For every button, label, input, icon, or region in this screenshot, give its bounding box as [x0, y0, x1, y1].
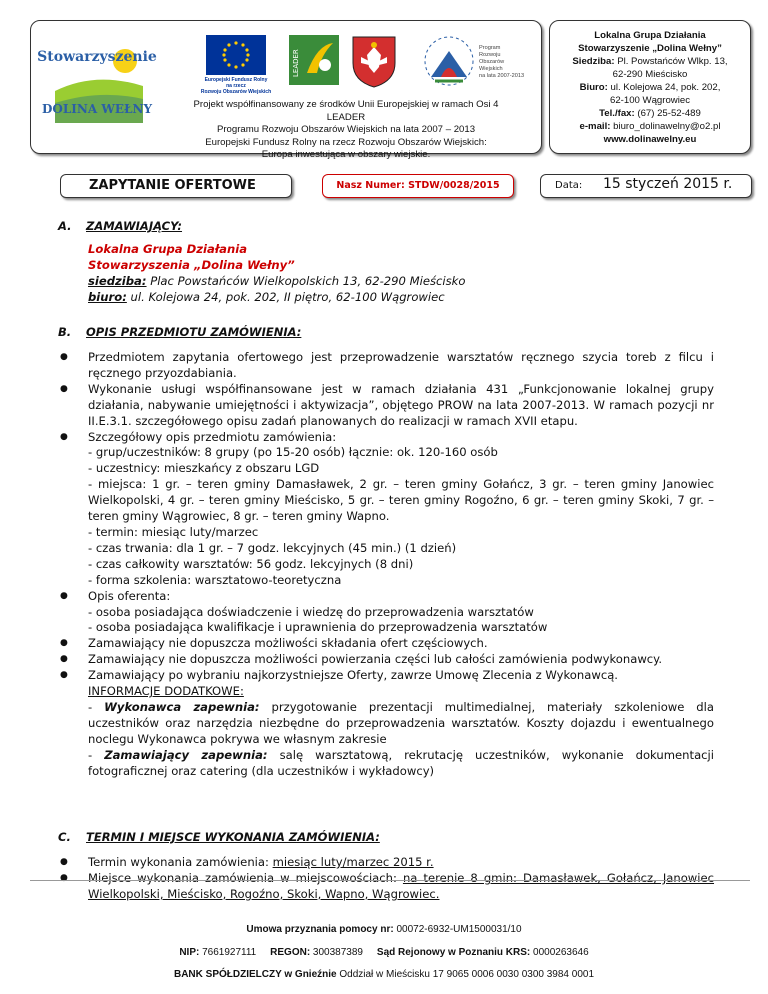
section-letter: C. [58, 830, 71, 844]
bank-value: Oddział w Mieścisku 17 9065 0006 0030 0300 3984 0001 [336, 969, 595, 980]
section-title: TERMIN I MIEJSCE WYKONANIA ZAMÓWIENIA: [86, 830, 380, 844]
coat-of-arms-icon [349, 33, 399, 89]
section-c-list [60, 855, 715, 903]
list-item-text: Przedmiotem zapytania ofertowego jest przeprowadzenie warsztatów ręcznego szycia toreb z filcu i ręcznego przyozdabiania. [88, 350, 714, 380]
list-item-text: Szczegółowy opis przedmiotu zamówienia: [88, 429, 337, 444]
nip-value: 7661927111 [199, 947, 257, 958]
section-letter: B. [58, 325, 72, 339]
list-item [60, 381, 714, 430]
bullet-icon: ● [60, 352, 68, 362]
prow-emblem-icon [421, 33, 477, 91]
orderer-provides-label: Zamawiający zapewnia: [104, 747, 268, 762]
seat-value: Plac Powstańców Wielkopolskich 13, 62-290 Mieścisko [146, 273, 466, 288]
bullet-icon: ● [60, 431, 68, 442]
date-box [540, 174, 752, 198]
list-item-text: Opis oferenta: [88, 588, 171, 603]
regon-label: REGON: [270, 947, 311, 958]
page-title: ZAPYTANIE OFERTOWE [89, 178, 256, 193]
list-item-text: Wykonanie usługi współfinansowane jest w ramach działania 431 „Funkcjonowanie lokalnej grupy działania, nabywanie umiejętności i aktywizacja”, objętego PROW na lata 2007-2013. W ramach pozycji nr II.E.3.1. szczegółowego opisu zadań planowanych do realizacji w ramach XVII etapu. [88, 381, 714, 428]
orderer-name: Lokalna Grupa Działania [88, 242, 248, 256]
eu-flag-icon [206, 35, 266, 75]
contact-office-value: 62-100 Wągrowiec [610, 95, 690, 106]
detail-line: - uczestnicy: mieszkańcy z obszaru LGD [88, 461, 320, 476]
contact-seat-value: Pl. Powstańców Wlkp. 13, [614, 56, 728, 67]
footer-agreement [0, 924, 768, 935]
contact-phone-value: (67) 25-52-489 [634, 108, 701, 119]
place-label: Miejsce wykonania zamówienia w miejscowościach: [88, 870, 403, 885]
contact-email-label: e-mail: [579, 121, 611, 132]
bullet-icon: ● [60, 638, 68, 649]
list-item [60, 636, 714, 652]
reference-number: Nasz Numer: STDW/0028/2015 [336, 180, 500, 191]
prow-line: na lata 2007-2013 [479, 73, 525, 79]
list-item [60, 429, 714, 589]
detail-line: - czas trwania: dla 1 gr. – 7 godz. lekcyjnych (45 min.) (1 dzień) [88, 540, 457, 555]
prow-line: Obszarów [479, 59, 505, 65]
additional-info-heading: INFORMACJE DODATKOWE: [88, 684, 244, 699]
contact-office-label: Biuro: [579, 82, 608, 93]
prow-line: Program [479, 45, 501, 51]
term-label: Termin wykonania zamówienia: [88, 855, 273, 869]
place-value: na terenie 8 gmin: Damasławek, Gołańcz, Janowiec Wielkopolski, Mieścisko, Rogoźno, Skoki, Wapno, Wągrowiec. [88, 870, 715, 901]
bullet-icon: ● [60, 383, 68, 394]
contact-box [549, 20, 751, 154]
office-value: ul. Kolejowa 24, pok. 202, II piętro, 62-100 Wągrowiec [126, 289, 445, 304]
contractor-text: przygotowanie prezentacji multimedialnej, materiały szkoleniowe dla uczestników oraz narzędzia niezbędne do przeprowadzenia warsztatów. Koszty dojazdu i ewentualnego noclegu Wykonawca pokrywa we własnym zakresie [88, 699, 714, 746]
title-box [60, 174, 292, 198]
prow-line: Wiejskich [479, 66, 503, 72]
eu-caption-line: Europejski Fundusz Rolny [204, 77, 268, 83]
contact-org: Lokalna Grupa Działania [594, 30, 706, 41]
leader-logo [289, 35, 339, 85]
footer-divider [30, 880, 750, 881]
prow-logo [421, 33, 531, 91]
detail-line: - miejsca: 1 gr. – teren gminy Damasławek, 2 gr. – teren gminy Gołańcz, 3 gr. – teren gminy Janowiec Wielkopolski, 4 gr. – teren gminy Mieścisko, 5 gr. – teren gminy Rogoźno, 6 gr. – teren gminy Skoki, 7 gr. – teren gminy Wągrowiec, 8 gr. – teren gminy Wapno. [88, 477, 714, 524]
list-item [60, 652, 714, 668]
section-b-list [60, 350, 714, 779]
contact-seat-value: 62-290 Mieścisko [612, 69, 688, 80]
eu-logo [191, 35, 281, 97]
orderer-provides-text: salę warsztatową, rekrutację uczestników, wykonanie dokumentacji fotograficznej oraz catering (dla uczestników i wykładowcy) [88, 747, 714, 778]
contact-office-value: ul. Kolejowa 24, pok. 202, [607, 82, 721, 93]
bullet-icon: ● [60, 857, 68, 867]
agreement-label: Umowa przyznania pomocy nr: [246, 924, 394, 935]
orderer-name: Stowarzyszenia „Dolina Wełny” [88, 257, 295, 272]
eu-caption-line: Rozwoju Obszarów Wiejskich [200, 89, 272, 95]
office-label: biuro: [88, 289, 127, 304]
section-a-body [88, 242, 713, 306]
agreement-value: 00072-6932-UM1500031/10 [393, 924, 522, 935]
contact-org: Stowarzyszenie „Dolina Wełny” [578, 43, 722, 54]
footer-bank [0, 969, 768, 980]
detail-line: - forma szkolenia: warsztatowo-teoretyczna [88, 572, 342, 587]
project-funding-text [181, 99, 511, 162]
detail-line: - grup/uczestników: 8 grupy (po 15-20 osób) łącznie: ok. 120-160 osób [88, 445, 498, 460]
contact-email-link[interactable]: biuro_dolinawelny@o2.pl [610, 121, 721, 132]
list-item [60, 855, 714, 871]
bullet-icon: ● [60, 872, 68, 883]
bullet-icon: ● [60, 590, 68, 601]
list-item-text: Zamawiający po wybraniu najkorzystniejsze Oferty, zawrze Umowę Zlecenia z Wykonawcą. [88, 668, 618, 683]
eu-caption-line: na rzecz [226, 83, 246, 89]
project-text-line: Europa inwestująca w obszary wiejskie. [261, 149, 431, 160]
court-value: 0000263646 [530, 947, 589, 958]
contact-phone-label: Tel./fax: [599, 108, 635, 119]
detail-line: - osoba posiadająca doświadczenie i wiedzę do przeprowadzenia warsztatów [88, 604, 534, 619]
detail-line: - osoba posiadająca kwalifikacje i uprawnienia do przeprowadzenia warsztatów [88, 620, 548, 635]
bank-label: BANK SPÓŁDZIELCZY w Gnieźnie [173, 969, 337, 980]
prow-line: Rozwoju [479, 52, 501, 58]
list-item-text: Zamawiający nie dopuszcza możliwości powierzania części lub całości zamówienia podwykonawcy. [88, 652, 663, 667]
header-left-box [30, 20, 542, 160]
detail-line: - termin: miesiąc luty/marzec [88, 524, 259, 539]
section-b-heading [58, 325, 301, 339]
project-text-line: Projekt współfinansowany ze środków Unii Europejskiej w ramach Osi 4 LEADER [193, 99, 499, 123]
contact-seat-label: Siedziba: [572, 56, 615, 67]
section-a-heading [58, 219, 182, 233]
contractor-label: Wykonawca zapewnia: [104, 699, 260, 714]
date-value: 15 styczeń 2015 r. [603, 176, 733, 192]
court-label: Sąd Rejonowy w Poznaniu KRS: [376, 947, 531, 958]
bullet-icon: ● [60, 654, 68, 665]
section-title: ZAMAWIAJĄCY: [86, 219, 183, 233]
detail-line: - czas całkowity warsztatów: 56 godz. lekcyjnych (8 dni) [88, 556, 414, 571]
project-text-line: Europejski Fundusz Rolny na rzecz Rozwoju Obszarów Wiejskich: [205, 136, 487, 148]
section-title: OPIS PRZEDMIOTU ZAMÓWIENIA: [86, 325, 302, 339]
stowarzyszenie-logo [37, 31, 157, 129]
list-item: ● Zamawiający po wybraniu najkorzystniejsze Oferty, zawrze Umowę Zlecenia z Wykonawcą. INFORMACJE DODATKOWE: - Wykonawca zapewnia: przygotowanie prezentacji multimedialnej, materiały szkoleniowe dla uczestników oraz narzędzia niezbędne do przeprowadzenia warsztatów. Koszty dojazdu i ewentualnego noclegu Wykonawca pokrywa we własnym zakresie - Zamawiający zapewnia: salę warsztatową, rekrutację uczestników, wykonanie dokumentacji fotograficznej oraz catering (dla uczestników i wykładowcy) [60, 668, 714, 778]
logo-text-top: Stowarzyszenie [37, 49, 157, 65]
regon-value: 300387389 [310, 947, 363, 958]
date-label: Data: [555, 180, 583, 191]
number-box [322, 174, 514, 198]
nip-label: NIP: [179, 947, 200, 958]
leader-label: LEADER [292, 49, 300, 77]
seat-label: siedziba: [88, 273, 147, 288]
section-letter: A. [58, 219, 72, 233]
list-item [60, 588, 714, 637]
section-c-heading [58, 830, 380, 844]
project-text-line: Programu Rozwoju Obszarów Wiejskich na lata 2007 – 2013 [216, 124, 476, 135]
list-item [60, 350, 714, 382]
bullet-icon: ● [60, 670, 68, 681]
term-value: miesiąc luty/marzec 2015 r. [272, 855, 434, 869]
footer-ids [0, 947, 768, 958]
list-item-text: Zamawiający nie dopuszcza możliwości składania ofert częściowych. [88, 636, 488, 651]
list-item [60, 870, 715, 903]
logo-text-bottom: DOLINA WEŁNY [41, 102, 153, 116]
contact-website-link[interactable]: www.dolinawelny.eu [603, 134, 697, 145]
